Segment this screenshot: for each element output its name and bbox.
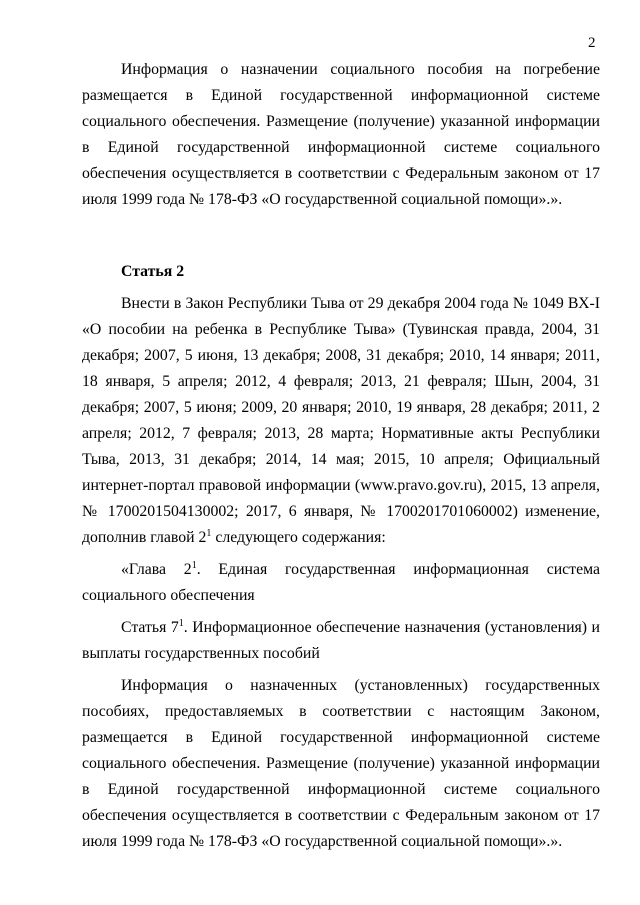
chapter-prefix: «Глава 2 bbox=[121, 561, 192, 578]
article-2-body-text: Внести в Закон Республики Тыва от 29 декабря 2004 года № 1049 ВХ-I «О пособии на ребенка в Республике Тыва» (Тувинская правда, 2004, 31 декабря; 2007, 5 июня, 13 декабря; 2008, 31 декабря; 2010, 14 января; 2011, 18 января, 5 апреля; 2012, 4 февраля; 2013, 21 февраля; Шын, 2004, 31 декабря; 2007, 5 июня; 2009, 20 января; 2010, 19 января, 28 декабря; 2011, 2 апреля; 2012, 7 февраля; 2013, 28 марта; Нормативные акты Республики Тыва, 2013, 31 декабря; 2014, 14 мая; 2015, 10 апреля; Официальный интернет-портал правовой информации (www.pravo.gov.ru), 2015, 13 апреля, № 1700201504130002; 2017, 6 января, № 1700201701060002) изменение, дополнив главой 2 bbox=[82, 295, 600, 546]
article-7-title: . Информационное обеспечение назначения (установления) и выплаты государственных пособий bbox=[82, 619, 600, 662]
article-2-body-sup: 1 bbox=[206, 528, 212, 539]
article-2-heading: Статья 2 bbox=[121, 263, 185, 280]
document-body bbox=[82, 57, 600, 855]
page-number: 2 bbox=[588, 35, 596, 51]
article-2-body bbox=[82, 291, 600, 551]
article-7-sup: 1 bbox=[178, 618, 184, 629]
intro-paragraph: Информация о назначении социального пособия на погребение размещается в Единой государственной информационной системе социального обеспечения. Размещение (получение) указанной информации в Единой государственной информационной системе социального обеспечения осуществляется в соответствии с Федеральным законом от 17 июля 1999 года № 178-ФЗ «О государственной социальной помощи».». bbox=[82, 61, 600, 208]
chapter-heading bbox=[82, 557, 600, 609]
chapter-title: . Единая государственная информационная система социального обеспечения bbox=[82, 561, 600, 604]
article-7-heading bbox=[82, 615, 600, 667]
chapter-sup: 1 bbox=[191, 560, 197, 571]
article-7-prefix: Статья 7 bbox=[121, 619, 179, 636]
final-paragraph: Информация о назначенных (установленных) государственных пособиях, предоставляемых в соответствии с настоящим Законом, размещается в Единой государственной информационной системе социального обеспечения. Размещение (получение) указанной информации в Единой государственной информационной системе социального обеспечения осуществляется в соответствии с Федеральным законом от 17 июля 1999 года № 178-ФЗ «О государственной социальной помощи».». bbox=[82, 677, 600, 850]
article-2-body-tail: следующего содержания: bbox=[211, 529, 386, 546]
